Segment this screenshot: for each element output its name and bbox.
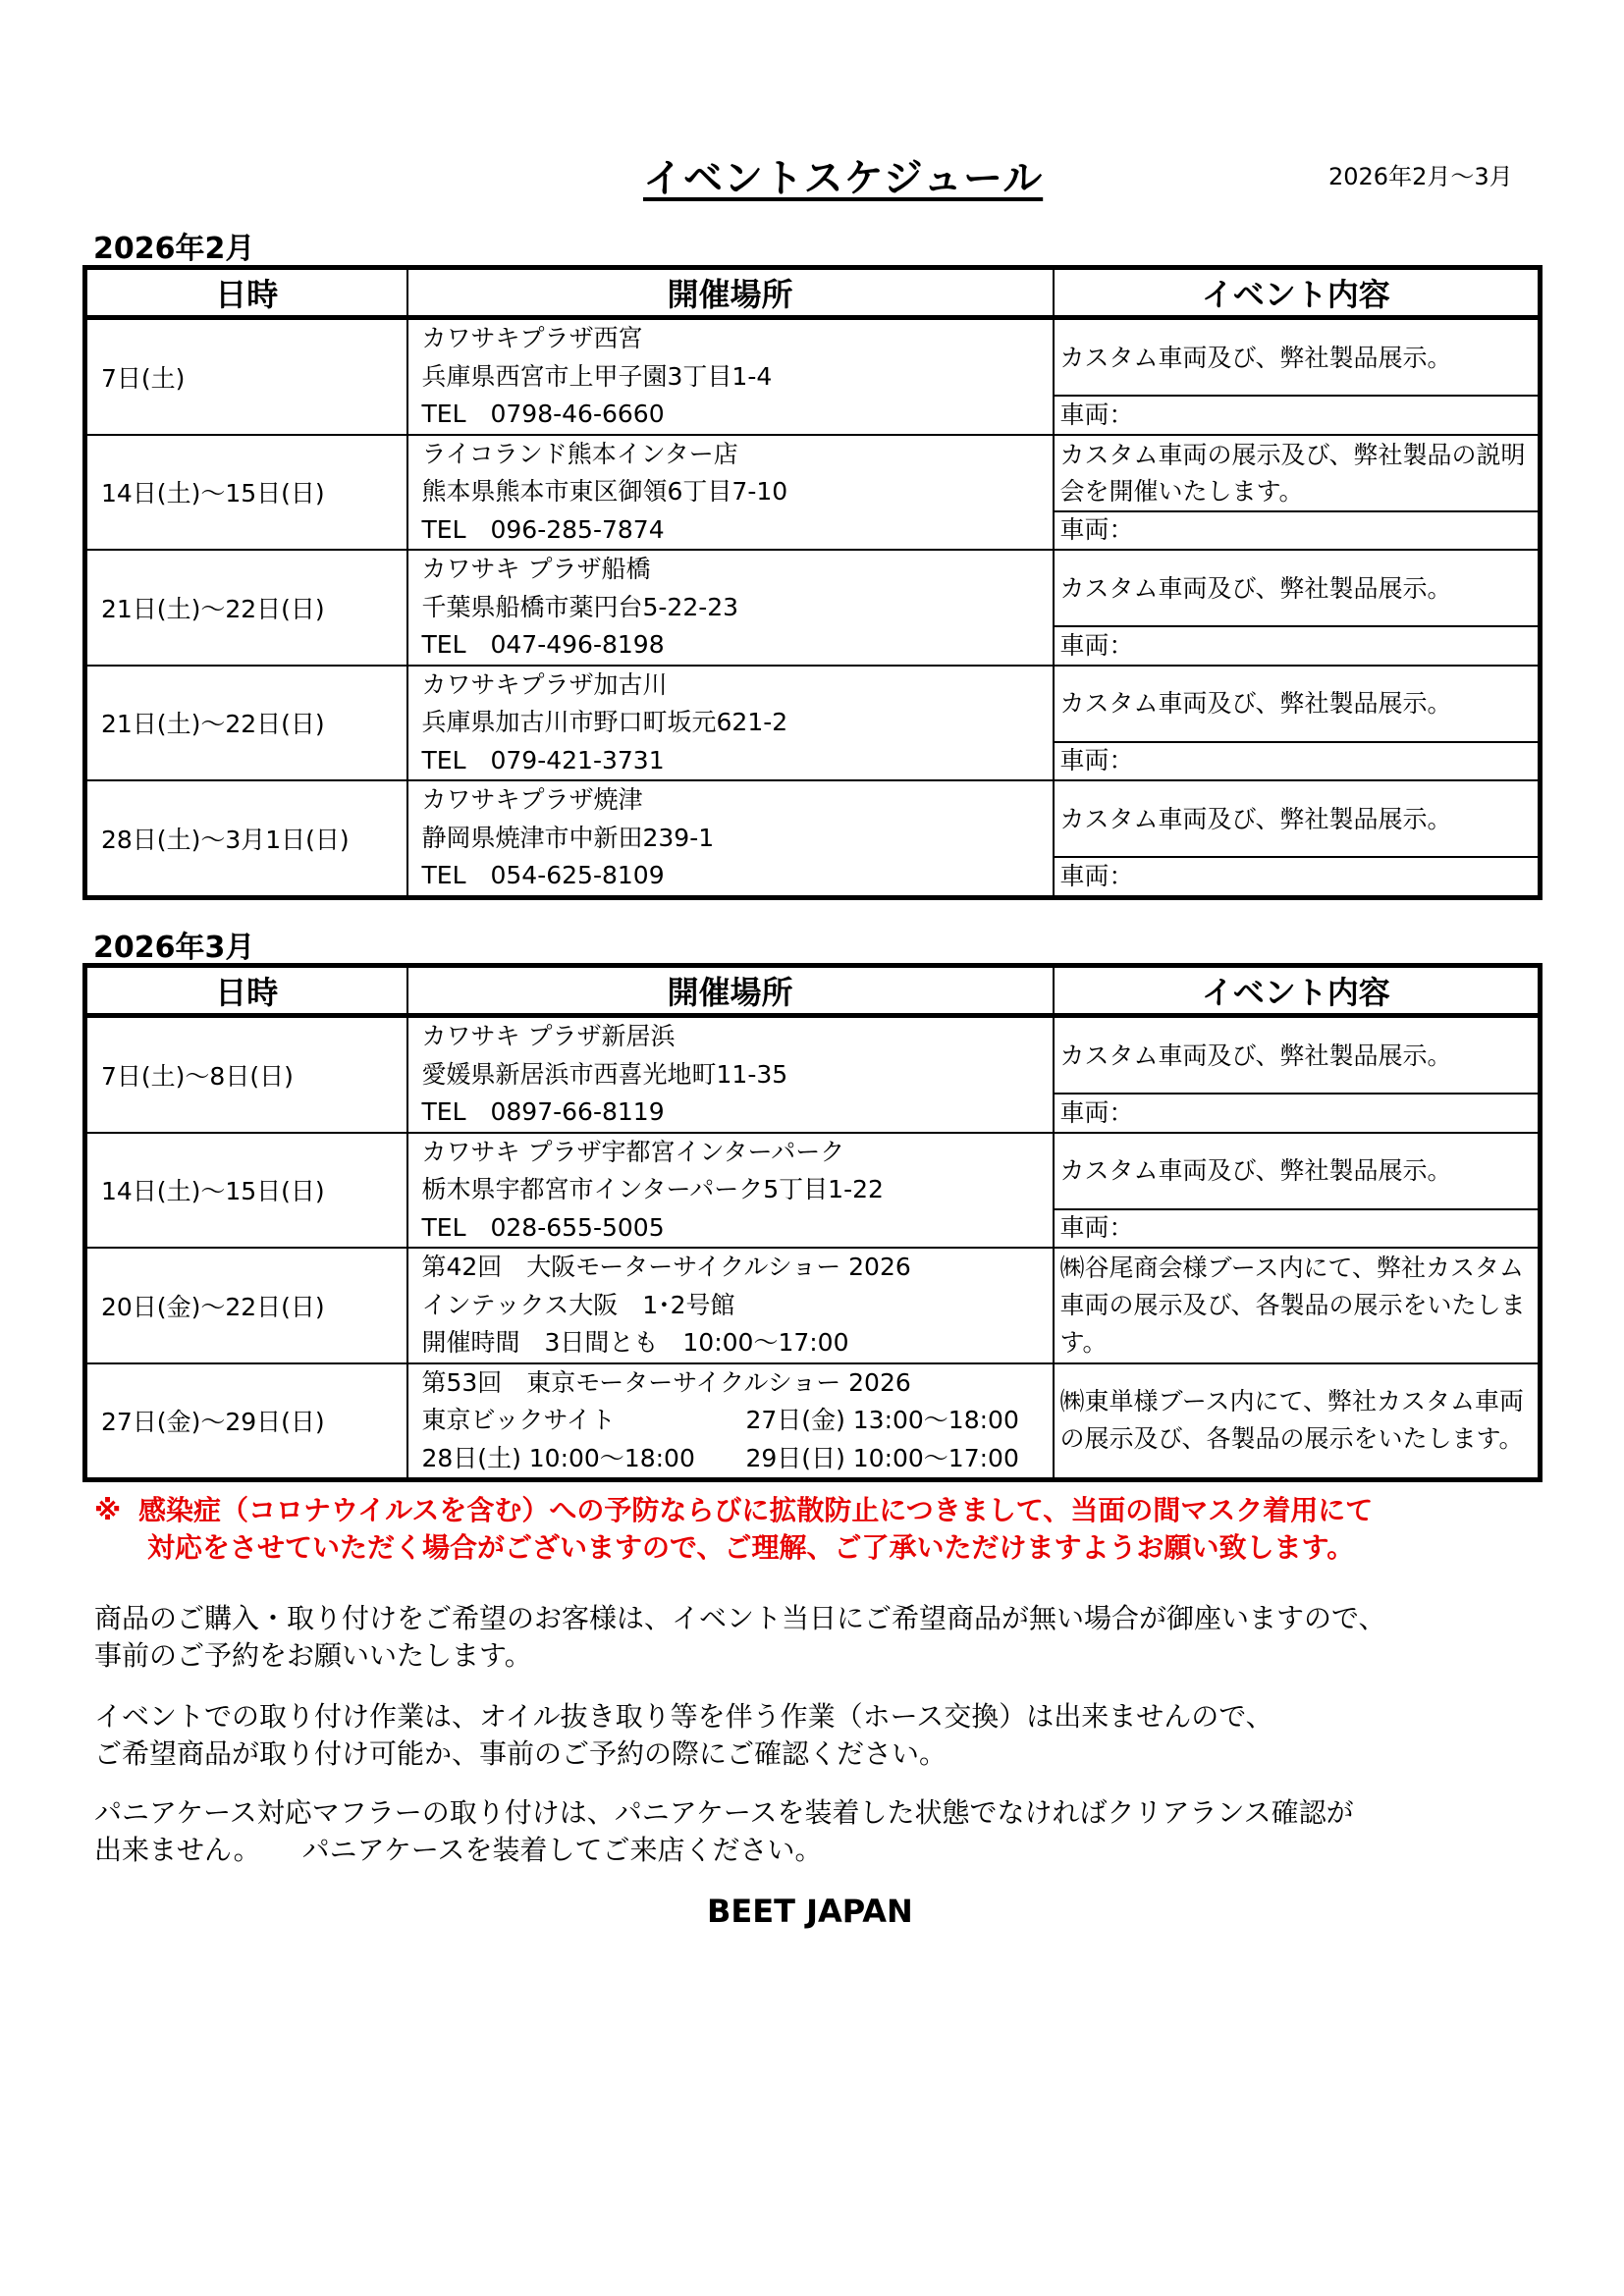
installation-note-line-2: ご希望商品が取り付け可能か、事前のご予約の際にご確認ください。 — [94, 1737, 947, 1770]
event-content: カスタム車両及び、弊社製品展示。 — [1054, 550, 1541, 626]
venue-address: 熊本県熊本市東区御領6丁目7-10 — [421, 477, 788, 506]
venue-address: 兵庫県西宮市上甲子園3丁目1-4 — [421, 361, 773, 391]
venue-place: 東京ビックサイト — [421, 1406, 616, 1434]
table-row — [85, 1363, 1541, 1480]
venue-phone: TEL 054-625-8109 — [421, 861, 665, 889]
venue-address: 兵庫県加古川市野口町坂元621-2 — [421, 708, 788, 736]
column-header-date: 日時 — [85, 966, 407, 1016]
venue-phone: TEL 079-421-3731 — [421, 745, 665, 774]
venue-hours-row — [422, 1440, 1053, 1478]
purchase-note-line-1: 商品のご購入・取り付けをご希望のお客様は、イベント当日にご希望商品が無い場合が御座いますので、 — [94, 1602, 1386, 1634]
event-venue — [407, 435, 1054, 551]
table-row — [85, 550, 1541, 626]
event-date: 20日(金)～22日(日) — [85, 1248, 407, 1363]
event-date: 7日(土)～8日(日) — [85, 1016, 407, 1133]
event-vehicle: 車両： — [1054, 511, 1541, 550]
table-row — [85, 318, 1541, 397]
venue-name: 第42回 大阪モーターサイクルショー 2026 — [421, 1253, 911, 1281]
venue-name: カワサキ プラザ新居浜 — [421, 1022, 676, 1050]
pannier-note — [94, 1794, 1547, 1869]
venue-name: ライコランド熊本インター店 — [421, 439, 738, 468]
event-content: ㈱東単様ブース内にて、弊社カスタム車両の展示及び、各製品の展示をいたします。 — [1054, 1363, 1541, 1480]
purchase-note — [94, 1600, 1547, 1675]
venue-phone: TEL 096-285-7874 — [421, 514, 665, 544]
column-header-date: 日時 — [85, 268, 407, 318]
column-header-venue: 開催場所 — [407, 268, 1054, 318]
event-venue — [407, 318, 1054, 435]
venue-phone: TEL 047-496-8198 — [421, 630, 665, 659]
installation-note — [94, 1698, 1547, 1773]
column-header-content: イベント内容 — [1054, 268, 1541, 318]
event-date: 14日(土)～15日(日) — [85, 1133, 407, 1249]
column-header-content: イベント内容 — [1054, 966, 1541, 1016]
purchase-note-line-2: 事前のご予約をお願いいたします。 — [94, 1639, 532, 1672]
schedule-table-february — [82, 265, 1543, 900]
venue-place-row — [422, 1402, 1053, 1440]
pannier-note-line-2: 出来ません。 パニアケースを装着してご来店ください。 — [94, 1834, 823, 1866]
event-vehicle: 車両： — [1054, 1209, 1541, 1248]
venue-address: 千葉県船橋市薬円台5-22-23 — [421, 592, 739, 621]
venue-name: 第53回 東京モーターサイクルショー 2026 — [421, 1367, 911, 1397]
venue-address: 静岡県焼津市中新田239-1 — [421, 823, 715, 852]
schedule-period: 2026年2月～3月 — [1328, 163, 1513, 190]
event-venue — [407, 666, 1054, 781]
event-content: カスタム車両及び、弊社製品展示。 — [1054, 780, 1541, 857]
venue-hours-day1: 27日(金) 13:00～18:00 — [745, 1406, 1019, 1434]
venue-name: カワサキプラザ加古川 — [421, 669, 668, 699]
venue-address: 愛媛県新居浜市西喜光地町11-35 — [421, 1059, 788, 1089]
month-heading-march: 2026年3月 — [93, 931, 255, 965]
event-vehicle: 車両： — [1054, 626, 1541, 665]
notice-mark: ※ — [94, 1494, 122, 1526]
event-date: 27日(金)～29日(日) — [85, 1363, 407, 1480]
schedule-table-march — [82, 963, 1543, 1482]
venue-address: 栃木県宇都宮市インターパーク5丁目1-22 — [421, 1175, 884, 1203]
event-venue — [407, 780, 1054, 897]
table-row — [85, 1133, 1541, 1209]
venue-phone: TEL 0897-66-8119 — [421, 1097, 665, 1126]
event-vehicle: 車両： — [1054, 1094, 1541, 1132]
venue-name: カワサキプラザ焼津 — [421, 785, 643, 814]
notice-line-1: 感染症（コロナウイルスを含む）への予防ならびに拡散防止につきまして、当面の間マスク着用にて — [138, 1494, 1374, 1526]
event-content: カスタム車両及び、弊社製品展示。 — [1054, 1133, 1541, 1209]
venue-name: カワサキ プラザ宇都宮インターパーク — [421, 1137, 845, 1166]
table-row — [85, 1016, 1541, 1095]
month-heading-february: 2026年2月 — [93, 232, 255, 266]
event-content: ㈱谷尾商会様ブース内にて、弊社カスタム車両の展示及び、各製品の展示をいたします。 — [1054, 1248, 1541, 1363]
column-header-venue: 開催場所 — [407, 966, 1054, 1016]
venue-hours-day2: 28日(土) 10:00～18:00 — [421, 1443, 695, 1472]
event-date: 7日(土) — [85, 318, 407, 435]
event-vehicle: 車両： — [1054, 742, 1541, 780]
event-content: カスタム車両及び、弊社製品展示。 — [1054, 1016, 1541, 1095]
event-vehicle: 車両： — [1054, 857, 1541, 897]
event-venue — [407, 550, 1054, 666]
brand-name: BEET JAPAN — [707, 1893, 913, 1930]
table-row — [85, 666, 1541, 742]
venue-name: カワサキプラザ西宮 — [421, 324, 643, 352]
event-date: 21日(土)～22日(日) — [85, 666, 407, 781]
event-venue — [407, 1363, 1054, 1480]
installation-note-line-1: イベントでの取り付け作業は、オイル抜き取り等を伴う作業（ホース交換）は出来ませんので、 — [94, 1700, 1273, 1733]
table-row — [85, 1248, 1541, 1363]
event-date: 14日(土)～15日(日) — [85, 435, 407, 551]
venue-name: カワサキ プラザ船橋 — [421, 555, 651, 583]
event-vehicle: 車両： — [1054, 396, 1541, 434]
event-date: 28日(土)～3月1日(日) — [85, 780, 407, 897]
table-row — [85, 435, 1541, 511]
pannier-note-line-1: パニアケース対応マフラーの取り付けは、パニアケースを装着した状態でなければクリアランス確認が — [94, 1796, 1354, 1829]
infection-notice — [94, 1492, 1547, 1567]
event-content: カスタム車両及び、弊社製品展示。 — [1054, 318, 1541, 397]
venue-phone: TEL 0798-46-6660 — [421, 400, 665, 428]
table-row — [85, 780, 1541, 857]
venue-hours: 開催時間 3日間とも 10:00～17:00 — [421, 1328, 849, 1357]
table-header-row — [85, 268, 1541, 318]
venue-phone: TEL 028-655-5005 — [421, 1212, 665, 1242]
event-venue — [407, 1248, 1054, 1363]
event-content: カスタム車両の展示及び、弊社製品の説明会を開催いたします。 — [1054, 435, 1541, 511]
table-header-row — [85, 966, 1541, 1016]
venue-hours-day3: 29日(日) 10:00～17:00 — [745, 1443, 1019, 1472]
notice-line-2: 対応をさせていただく場合がございますので、ご理解、ご了承いただけますようお願い致します。 — [147, 1531, 1355, 1564]
event-content: カスタム車両及び、弊社製品展示。 — [1054, 666, 1541, 742]
venue-address: インテックス大阪 1･2号館 — [421, 1290, 735, 1319]
event-date: 21日(土)～22日(日) — [85, 550, 407, 666]
page-title: イベントスケジュール — [643, 156, 1044, 201]
event-venue — [407, 1016, 1054, 1133]
event-venue — [407, 1133, 1054, 1249]
